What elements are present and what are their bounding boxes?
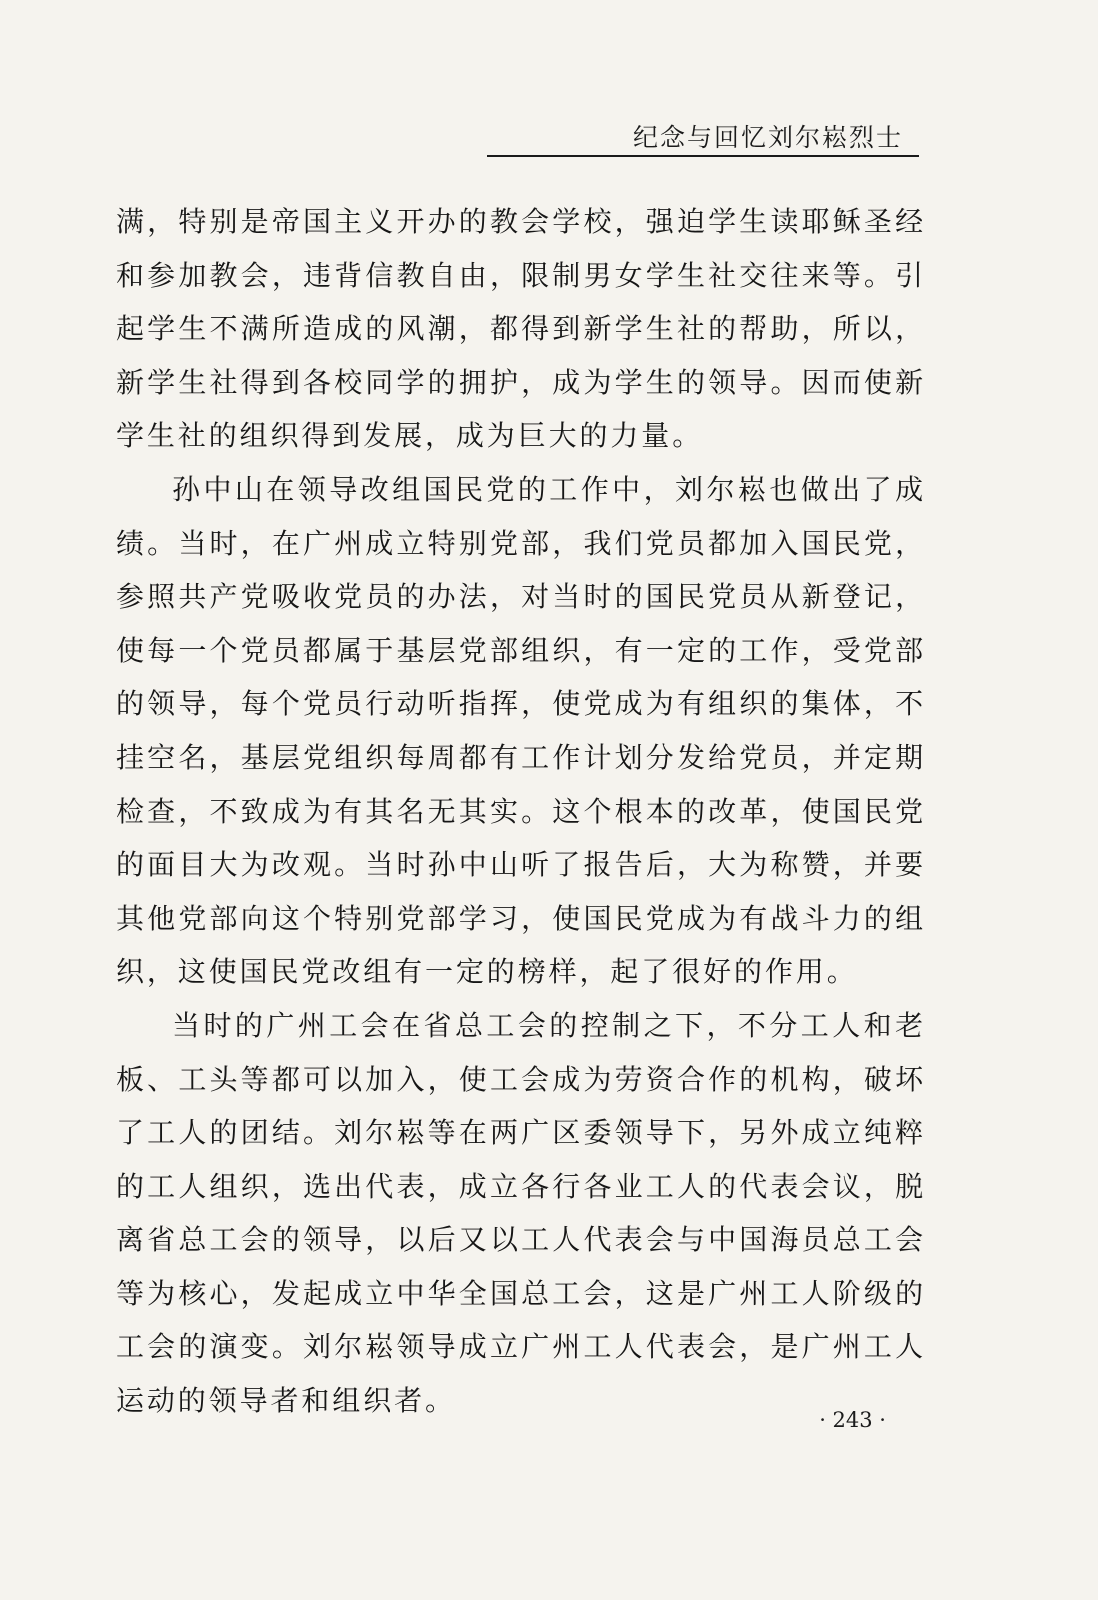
running-header: 纪念与回忆刘尔崧烈士 bbox=[632, 123, 903, 152]
paragraph: 孙中山在领导改组国民党的工作中，刘尔崧也做出了成绩。当时，在广州成立特别党部，我们党员都加入国民党，参照共产党吸收党员的办法，对当时的国民党员从新登记，使每一个党员都属于基层党部组织，有一定的工作，受党部的领导，每个党员行动听指挥，使党成为有组织的集体，不挂空名，基层党组织每周都有工作计划分发给党员，并定期检查，不致成为有其名无其实。这个根本的改革，使国民党的面目大为改观。当时孙中山听了报告后，大为称赞，并要其他党部向这个特别党部学习，使国民党成为有战斗力的组织，这使国民党改组有一定的榜样，起了很好的作用。 bbox=[116, 472, 926, 989]
header-rule bbox=[487, 155, 919, 157]
page-number: · 243 · bbox=[819, 1408, 886, 1432]
paragraph-continued: 满，特别是帝国主义开办的教会学校，强迫学生读耶稣圣经和参加教会，违背信教自由，限制男女学生社交往来等。引起学生不满所造成的风潮，都得到新学生社的帮助，所以，新学生社得到各校同学的拥护，成为学生的领导。因而使新学生社的组织得到发展，成为巨大的力量。 bbox=[116, 205, 926, 453]
paragraph: 当时的广州工会在省总工会的控制之下，不分工人和老板、工头等都可以加入，使工会成为劳资合作的机构，破坏了工人的团结。刘尔崧等在两广区委领导下，另外成立纯粹的工人组织，选出代表，成立各行各业工人的代表会议，脱离省总工会的领导，以后又以工人代表会与中国海员总工会等为核心，发起成立中华全国总工会，这是广州工人阶级的工会的演变。刘尔崧领导成立广州工人代表会，是广州工人运动的领导者和组织者。 bbox=[116, 1008, 926, 1418]
body-text bbox=[116, 195, 926, 1428]
